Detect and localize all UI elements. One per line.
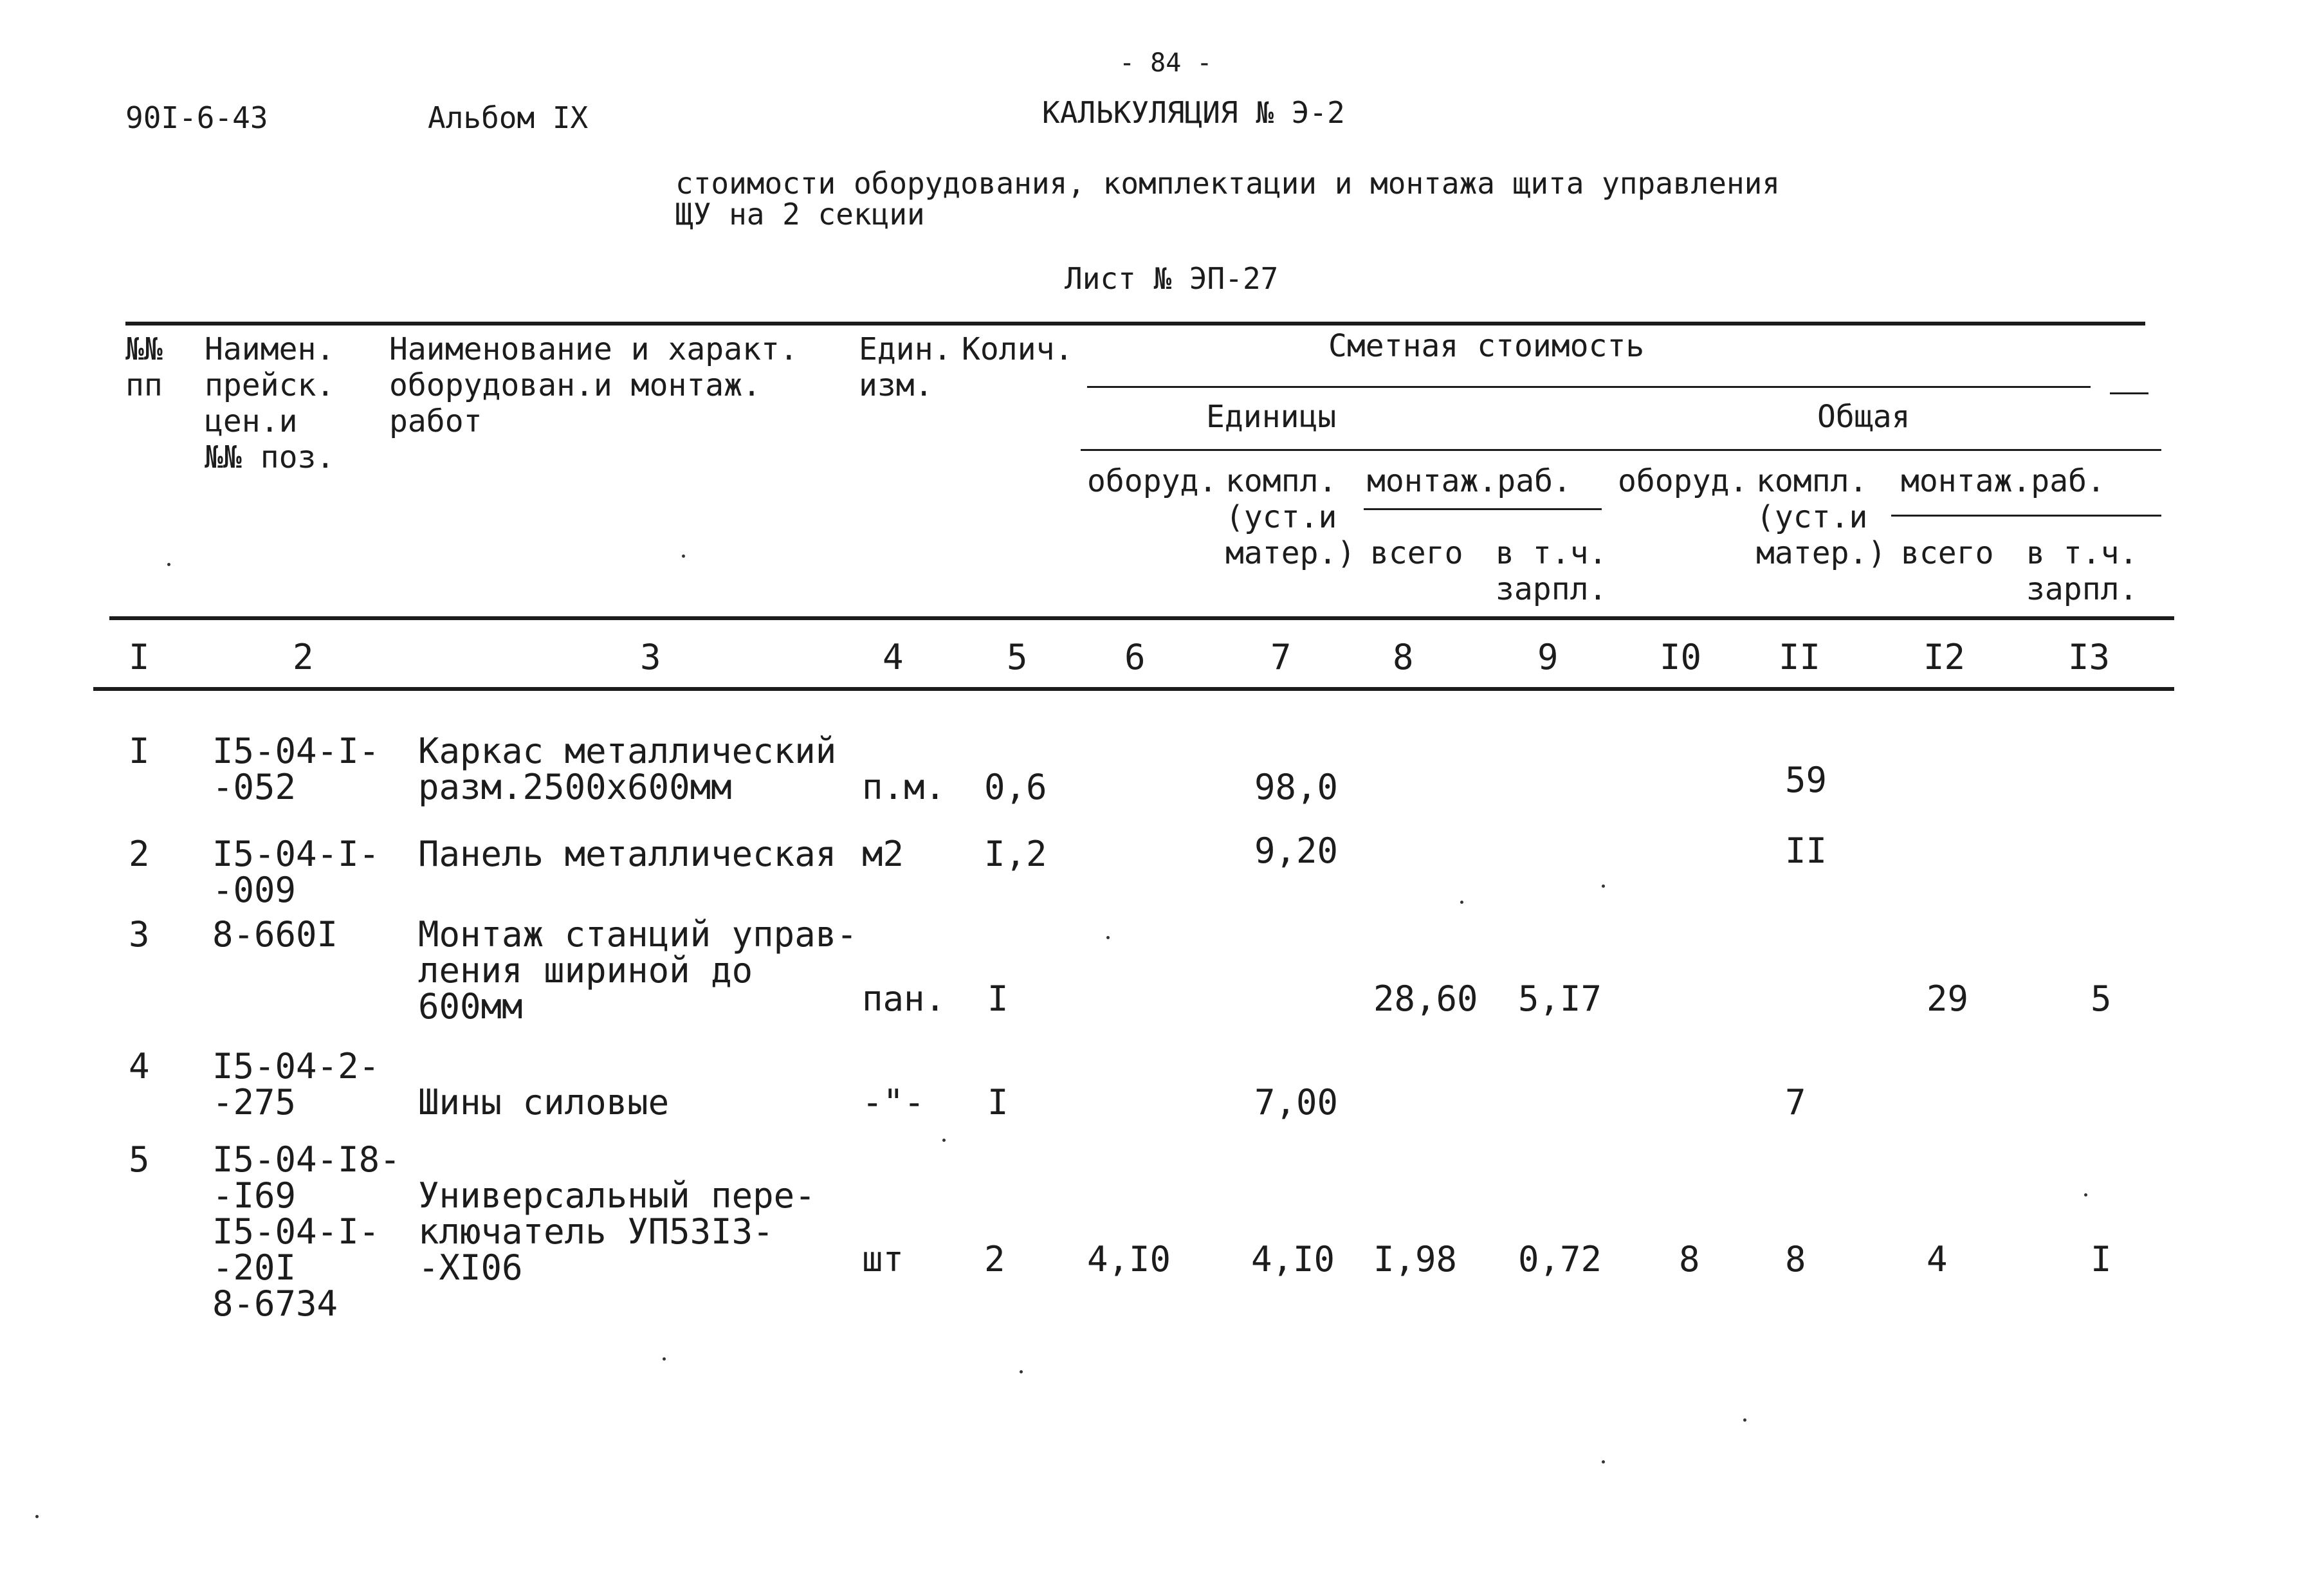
document-subtitle-line2: ЩУ на 2 секции bbox=[675, 197, 925, 232]
unit-completion-cost: 7,00 bbox=[1254, 1082, 1339, 1123]
table-row-number: 4 bbox=[129, 1046, 150, 1087]
unit-equipment-cost: 4,I0 bbox=[1087, 1239, 1171, 1280]
quantity: I,2 bbox=[984, 834, 1047, 874]
price-reference: I5-04-I- -009 bbox=[212, 834, 380, 910]
scan-speck bbox=[1460, 901, 1463, 904]
column-numbers-bottom-rule bbox=[93, 687, 2174, 691]
item-name: Каркас металлический разм.2500x600мм bbox=[418, 731, 837, 807]
total-completion-cost: 8 bbox=[1785, 1239, 1806, 1280]
header-bottom-rule bbox=[109, 616, 2174, 620]
scan-speck bbox=[1020, 1370, 1023, 1373]
column-number: 5 bbox=[1007, 637, 1028, 677]
item-name: Монтаж станций управ- ления шириной до 600мм bbox=[418, 914, 857, 1027]
scan-speck bbox=[2084, 1193, 2087, 1197]
column-number: 8 bbox=[1393, 637, 1414, 677]
unit-montazh-total: 28,60 bbox=[1373, 978, 1478, 1019]
table-row-number: 3 bbox=[129, 914, 150, 955]
header-unit-cost-group: Единицы bbox=[1206, 399, 1337, 435]
price-reference: I5-04-2- -275 bbox=[212, 1046, 380, 1123]
header-wages-total: в т.ч. зарпл. bbox=[2026, 535, 2138, 607]
column-number: I0 bbox=[1660, 637, 1702, 677]
total-montazh: 29 bbox=[1927, 978, 1969, 1019]
unit-completion-cost: 98,0 bbox=[1254, 767, 1339, 807]
quantity: I bbox=[987, 1082, 1009, 1123]
header-equipment-unit: оборуд. bbox=[1087, 463, 1218, 499]
header-estimated-cost: Сметная стоимость bbox=[1328, 328, 1645, 364]
montazh-total-rule bbox=[1891, 515, 2161, 517]
scan-speck bbox=[942, 1139, 946, 1142]
unit-montazh-total: I,98 bbox=[1373, 1239, 1458, 1280]
header-vsego-unit: всего bbox=[1370, 535, 1463, 571]
quantity: 2 bbox=[984, 1239, 1005, 1280]
scan-speck bbox=[1106, 936, 1110, 939]
total-completion-cost: II bbox=[1785, 830, 1827, 871]
unit-of-measure: п.м. bbox=[862, 767, 946, 807]
column-number: 9 bbox=[1537, 637, 1559, 677]
total-equipment-cost: 8 bbox=[1679, 1239, 1700, 1280]
item-name: Универсальный пере- ключатель УП53I3- -XI06 bbox=[418, 1175, 816, 1288]
scan-speck bbox=[1602, 885, 1605, 888]
header-vsego-total: всего bbox=[1901, 535, 1994, 571]
header-price-ref: Наимен. прейск. цен.и №№ поз. bbox=[205, 331, 335, 475]
column-number: 2 bbox=[293, 637, 314, 677]
scan-speck bbox=[1743, 1418, 1746, 1422]
price-reference: I5-04-I- -052 bbox=[212, 731, 380, 807]
scan-speck bbox=[682, 555, 685, 558]
header-row-number: №№ пп bbox=[125, 331, 163, 403]
document-title: КАЛЬКУЛЯЦИЯ № Э-2 bbox=[1042, 95, 1345, 130]
column-number: 7 bbox=[1270, 637, 1292, 677]
column-number: 3 bbox=[640, 637, 661, 677]
document-subtitle-line1: стоимости оборудования, комплектации и монтажа щита управления bbox=[675, 166, 1781, 201]
header-wages-unit: в т.ч. зарпл. bbox=[1496, 535, 1607, 607]
price-reference: 8-660I bbox=[212, 914, 338, 955]
item-name: Шины силовые bbox=[418, 1082, 670, 1123]
header-montazh-total: монтаж.раб. bbox=[1901, 463, 2105, 499]
total-montazh-wages: I bbox=[2091, 1239, 2112, 1280]
unit-completion-cost: 9,20 bbox=[1254, 830, 1339, 871]
unit-total-rule bbox=[1081, 449, 2161, 451]
cost-group-rule-tail bbox=[2110, 392, 2148, 394]
header-total-cost-group: Общая bbox=[1817, 399, 1910, 435]
header-equipment-total: оборуд. bbox=[1618, 463, 1748, 499]
price-reference: I5-04-I8- -I69 I5-04-I- -20I 8-6734 bbox=[212, 1139, 401, 1324]
table-top-rule bbox=[125, 322, 2145, 326]
item-name: Панель металлическая bbox=[418, 834, 837, 874]
unit-of-measure: м2 bbox=[862, 834, 904, 874]
column-number: I2 bbox=[1923, 637, 1966, 677]
quantity: I bbox=[987, 978, 1009, 1019]
table-row-number: 5 bbox=[129, 1139, 150, 1180]
album-label: Альбом IX bbox=[428, 100, 589, 135]
unit-completion-cost: 4,I0 bbox=[1251, 1239, 1335, 1280]
scan-speck bbox=[35, 1515, 39, 1518]
header-montazh-unit: монтаж.раб. bbox=[1367, 463, 1571, 499]
total-montazh-wages: 5 bbox=[2091, 978, 2112, 1019]
header-quantity: Колич. bbox=[962, 331, 1074, 367]
unit-of-measure: шт bbox=[862, 1239, 904, 1280]
montazh-unit-rule bbox=[1364, 508, 1602, 510]
table-row-number: I bbox=[129, 731, 150, 771]
header-unit: Един. изм. bbox=[859, 331, 952, 403]
unit-montazh-wages: 0,72 bbox=[1518, 1239, 1602, 1280]
unit-montazh-wages: 5,I7 bbox=[1518, 978, 1602, 1019]
cost-group-rule bbox=[1087, 386, 2091, 388]
column-number: 6 bbox=[1124, 637, 1146, 677]
unit-of-measure: пан. bbox=[862, 978, 946, 1019]
quantity: 0,6 bbox=[984, 767, 1047, 807]
column-number: I bbox=[129, 637, 150, 677]
sheet-number: Лист № ЭП-27 bbox=[1065, 261, 1279, 296]
page-number: - 84 - bbox=[1119, 48, 1213, 78]
scan-speck bbox=[663, 1357, 666, 1361]
total-completion-cost: 59 bbox=[1785, 760, 1827, 800]
scan-speck bbox=[167, 563, 170, 566]
column-number: II bbox=[1779, 637, 1821, 677]
header-completion-total: компл. (уст.и матер.) bbox=[1756, 463, 1887, 571]
header-item-name: Наименование и характ. оборудован.и монтаж. работ bbox=[389, 331, 798, 439]
scan-speck bbox=[1602, 1460, 1605, 1463]
column-number: I3 bbox=[2068, 637, 2111, 677]
project-code: 90I-6-43 bbox=[125, 100, 268, 135]
column-number: 4 bbox=[883, 637, 904, 677]
total-montazh: 4 bbox=[1927, 1239, 1948, 1280]
total-completion-cost: 7 bbox=[1785, 1082, 1806, 1123]
unit-of-measure: -"- bbox=[862, 1082, 925, 1123]
header-completion-unit: компл. (уст.и матер.) bbox=[1225, 463, 1356, 571]
table-row-number: 2 bbox=[129, 834, 150, 874]
